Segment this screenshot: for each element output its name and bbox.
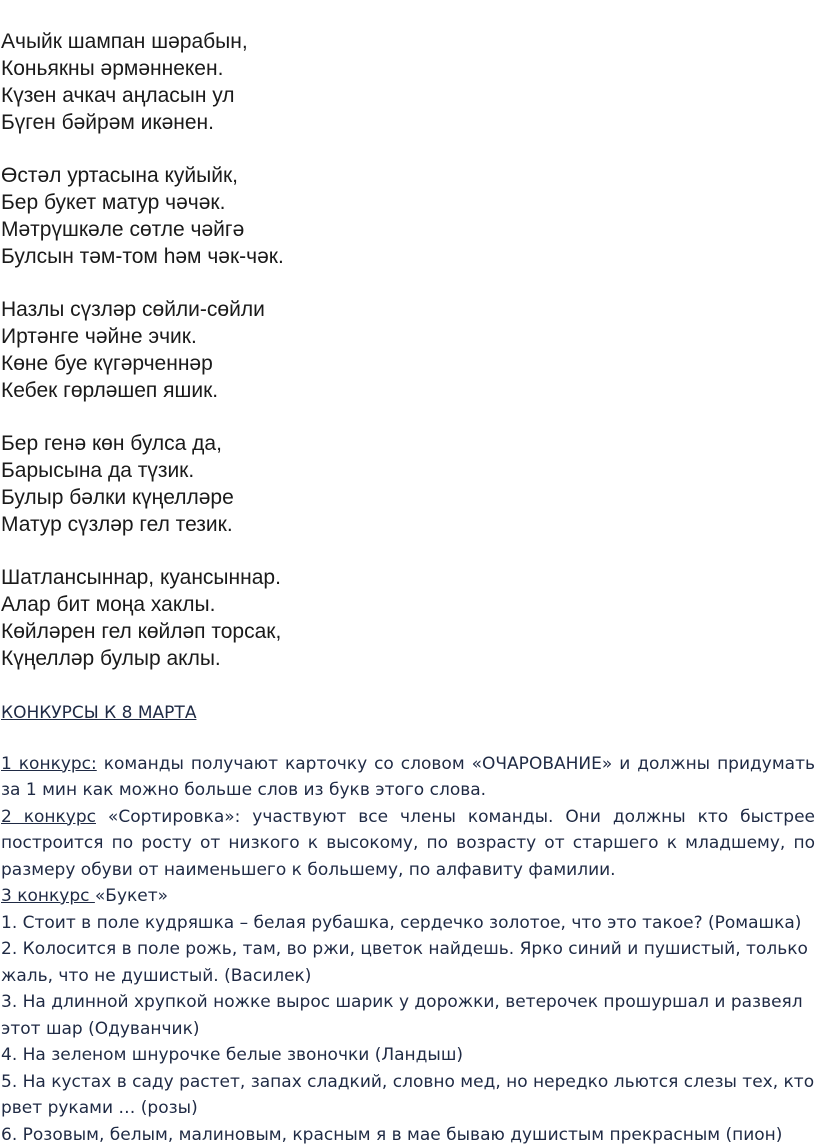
contest-3-label: 3 конкурс: [1, 886, 95, 906]
contest-1-text: команды получают карточку со словом «ОЧАРОВАНИЕ» и должны придумать за 1 мин как можно больше слов из букв этого слова.: [1, 754, 815, 801]
poem-line: Шатлансыннар, куансыннар.: [1, 564, 601, 591]
riddle-item: 5. На кустах в саду растет, запах сладкий, словно мед, но нередко льются слезы тех, кто рвет руками … (розы): [1, 1069, 815, 1122]
poem-line: Назлы сүзләр сөйли-сөйли: [1, 296, 601, 323]
poem-line: Булыр бәлки күңелләре: [1, 484, 601, 511]
contest-2-text: «Сортировка»: участвуют все члены команды. Они должны кто быстрее построится по росту от низкого к высокому, по возрасту от старшего к младшему, по размеру обуви от наименьшего к большему, по алфавиту фамилии.: [1, 807, 815, 880]
riddle-item: 6. Розовым, белым, малиновым, красным я в мае бываю душистым прекрасным (пион): [1, 1122, 815, 1148]
contests-heading: КОНКУРСЫ К 8 МАРТА: [1, 700, 815, 727]
contest-1: [1, 751, 815, 804]
contest-3-text: «Букет»: [95, 886, 168, 906]
poem-stanza-5: [1, 564, 601, 672]
poem-line: Күзен ачкач аңласын ул: [1, 82, 601, 109]
riddle-item: 4. На зеленом шнурочке белые звоночки (Ландыш): [1, 1042, 815, 1069]
poem-line: Бер букет матур чәчәк.: [1, 189, 601, 216]
poem-line: Мәтрүшкәле сөтле чәйгә: [1, 216, 601, 243]
contest-2-label: 2 конкурс: [1, 807, 96, 827]
poem-stanza-2: [1, 162, 601, 270]
contests-section: [1, 700, 815, 1148]
poem-line: Өстәл уртасына куйыйк,: [1, 162, 601, 189]
poem-line: Алар бит моңа хаклы.: [1, 591, 601, 618]
poem-line: Барысына да түзик.: [1, 457, 601, 484]
contest-2: [1, 804, 815, 884]
poem-line: Коньякны әрмәннекен.: [1, 55, 601, 82]
poem-stanza-4: [1, 430, 601, 538]
poem-line: Көне буе күгәрченнәр: [1, 350, 601, 377]
poem-line: Иртәнге чәйне эчик.: [1, 323, 601, 350]
poem-line: Булсын тәм-том һәм чәк-чәк.: [1, 243, 601, 270]
contest-1-label: 1 конкурс:: [1, 754, 97, 774]
poem-line: Көйләрен гел көйләп торсак,: [1, 618, 601, 645]
riddle-item: 3. На длинной хрупкой ножке вырос шарик у дорожки, ветерочек прошуршал и развеял этот шар (Одуванчик): [1, 989, 815, 1042]
poem-line: Бер генә көн булса да,: [1, 430, 601, 457]
poem-line: Матур сүзләр гел тезик.: [1, 511, 601, 538]
poem-line: Күңелләр булыр аклы.: [1, 645, 601, 672]
riddle-item: 2. Колосится в поле рожь, там, во ржи, цветок найдешь. Ярко синий и пушистый, только жаль, что не душистый. (Василек): [1, 936, 815, 989]
tatar-poem: [1, 28, 601, 698]
poem-stanza-3: [1, 296, 601, 404]
poem-stanza-1: [1, 28, 601, 136]
poem-line: Бүген бәйрәм икәнен.: [1, 109, 601, 136]
riddle-item: 1. Стоит в поле кудряшка – белая рубашка, сердечко золотое, что это такое? (Ромашка): [1, 910, 815, 937]
poem-line: Кебек гөрләшеп яшик.: [1, 377, 601, 404]
contest-3: [1, 883, 815, 910]
poem-line: Ачыйк шампан шәрабын,: [1, 28, 601, 55]
